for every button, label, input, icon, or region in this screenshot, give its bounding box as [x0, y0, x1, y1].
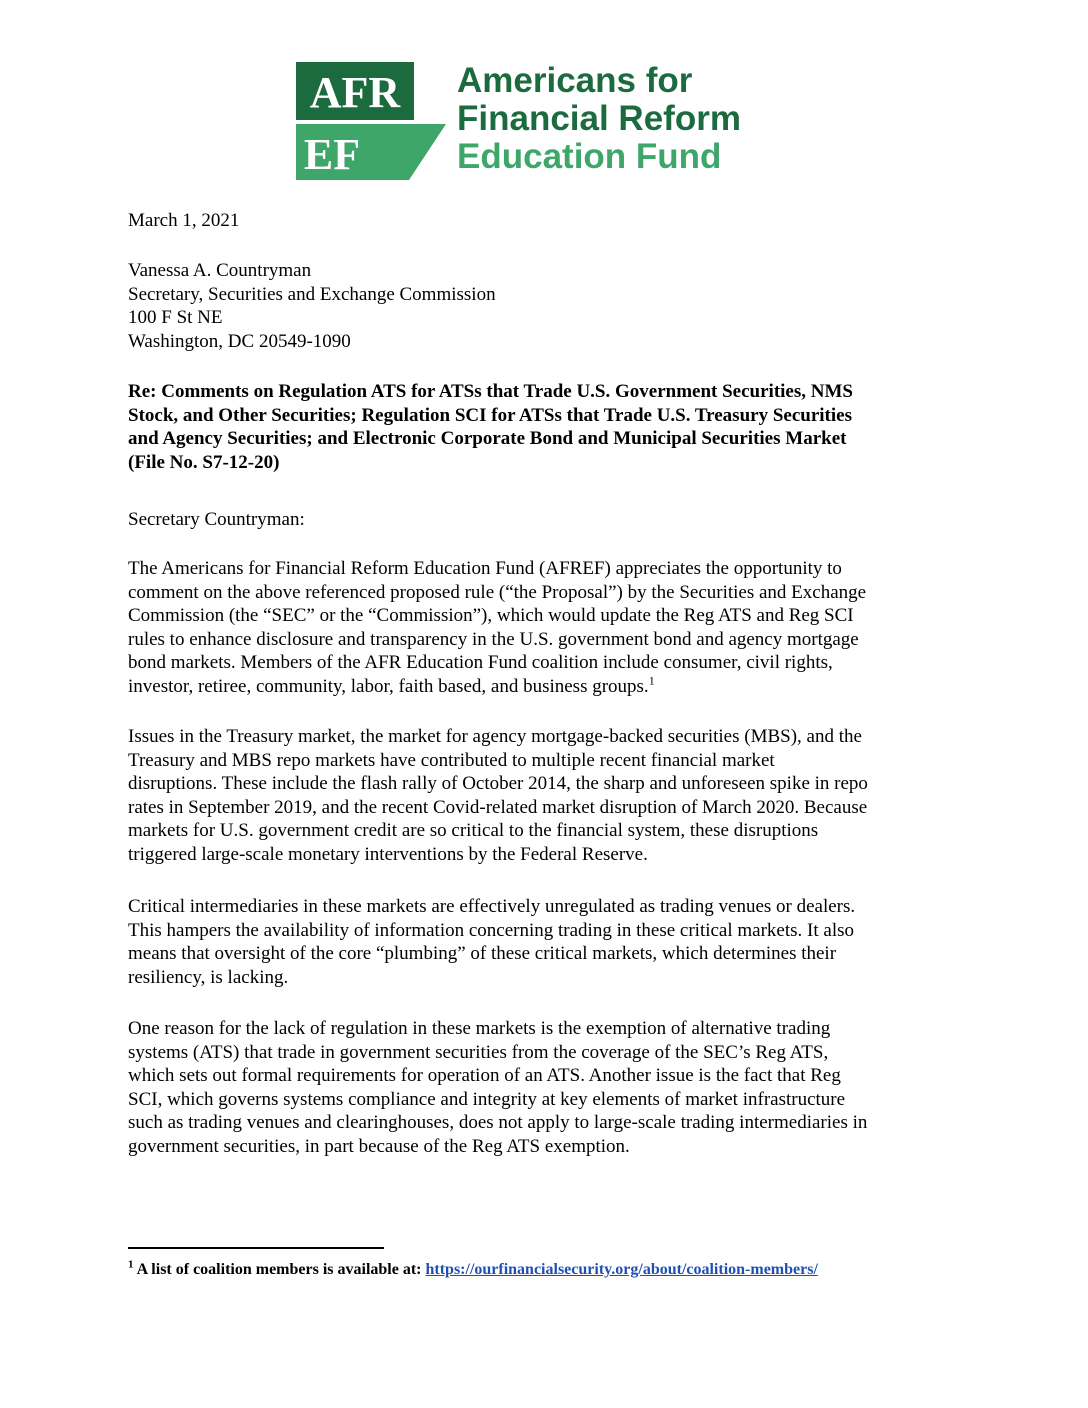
paragraph-regulation — [128, 1017, 968, 1158]
paragraph-line: investor, retiree, community, labor, faith based, and business groups. — [128, 675, 649, 697]
subject-line — [128, 380, 963, 474]
paragraph-line-with-ref — [128, 675, 968, 699]
paragraph-line: Commission (the “SEC” or the “Commission”), which would update the Reg ATS and Reg SCI — [128, 605, 854, 626]
footnote-number: 1 — [128, 1258, 134, 1271]
paragraph-line: which sets out formal requirements for operation of an ATS. Another issue is the fact that Reg — [128, 1065, 841, 1086]
address-line: 100 F St NE — [128, 307, 223, 328]
logo-mark-top-text: AFR — [309, 68, 401, 117]
paragraph-line: such as trading venues and clearinghouses, does not apply to large-scale trading intermediaries in — [128, 1112, 868, 1133]
paragraph-line: government securities, in part because of the Reg ATS exemption. — [128, 1135, 630, 1157]
paragraph-line: Treasury and MBS repo markets have contributed to multiple recent financial market — [128, 749, 775, 771]
paragraph-intro — [128, 557, 968, 698]
paragraph-line: triggered large-scale monetary interventions by the Federal Reserve. — [128, 843, 648, 865]
letter-date: March 1, 2021 — [128, 210, 240, 231]
logo-line-1: Americans for — [457, 61, 693, 100]
paragraph-line: Critical intermediaries in these markets are effectively unregulated as trading venues or dealers. — [128, 896, 856, 917]
afref-logo — [296, 62, 786, 180]
logo-line-2: Financial Reform — [457, 99, 741, 138]
footnote-divider — [128, 1247, 384, 1249]
address-line: Washington, DC 20549-1090 — [128, 330, 351, 352]
paragraph-intermediaries — [128, 895, 968, 989]
paragraph-line: rules to enhance disclosure and transparency in the U.S. government bond and agency mortgage — [128, 628, 859, 650]
paragraph-line: markets for U.S. government credit are so critical to the financial system, these disruptions — [128, 820, 819, 841]
address-line: Vanessa A. Countryman — [128, 260, 312, 281]
subject-line-text: and Agency Securities; and Electronic Corporate Bond and Municipal Securities Market — [128, 428, 847, 449]
logo-mark — [296, 62, 446, 180]
paragraph-line: One reason for the lack of regulation in these markets is the exemption of alternative trading — [128, 1018, 831, 1039]
subject-line-text: Re: Comments on Regulation ATS for ATSs that Trade U.S. Government Securities, NMS — [128, 381, 853, 402]
paragraph-line: Issues in the Treasury market, the market for agency mortgage-backed securities (MBS), and the — [128, 726, 862, 747]
address-line: Secretary, Securities and Exchange Commission — [128, 283, 496, 305]
logo-wordmark — [457, 62, 797, 176]
paragraph-line: bond markets. Members of the AFR Education Fund coalition include consumer, civil rights, — [128, 652, 833, 673]
paragraph-market-issues — [128, 725, 968, 866]
paragraph-line: systems (ATS) that trade in government securities from the coverage of the SEC’s Reg ATS, — [128, 1041, 829, 1063]
paragraph-line: means that oversight of the core “plumbing” of these critical markets, which determines their — [128, 943, 837, 964]
paragraph-line: The Americans for Financial Reform Education Fund (AFREF) appreciates the opportunity to — [128, 558, 842, 579]
paragraph-line: SCI, which governs systems compliance and integrity at key elements of market infrastructure — [128, 1088, 846, 1110]
salutation: Secretary Countryman: — [128, 509, 305, 530]
footnote — [128, 1260, 818, 1280]
paragraph-line: rates in September 2019, and the recent Covid-related market disruption of March 2020. Because — [128, 796, 868, 818]
coalition-members-link[interactable]: https://ourfinancialsecurity.org/about/coalition-members/ — [425, 1261, 818, 1278]
footnote-text: A list of coalition members is available at: — [136, 1261, 422, 1278]
paragraph-line: This hampers the availability of information concerning trading in these critical markets. It also — [128, 919, 854, 941]
footnote-ref[interactable]: 1 — [648, 673, 655, 688]
recipient-address — [128, 259, 496, 353]
paragraph-line: resiliency, is lacking. — [128, 966, 289, 988]
paragraph-line: comment on the above referenced proposed rule (“the Proposal”) by the Securities and Exchange — [128, 581, 867, 603]
subject-line-text: (File No. S7-12-20) — [128, 451, 280, 473]
subject-line-text: Stock, and Other Securities; Regulation SCI for ATSs that Trade U.S. Treasury Securities — [128, 404, 852, 426]
logo-line-3: Education Fund — [457, 137, 722, 176]
logo-mark-bottom-text: EF — [303, 130, 361, 179]
paragraph-line: disruptions. These include the flash rally of October 2014, the sharp and unforeseen spike in repo — [128, 773, 868, 794]
